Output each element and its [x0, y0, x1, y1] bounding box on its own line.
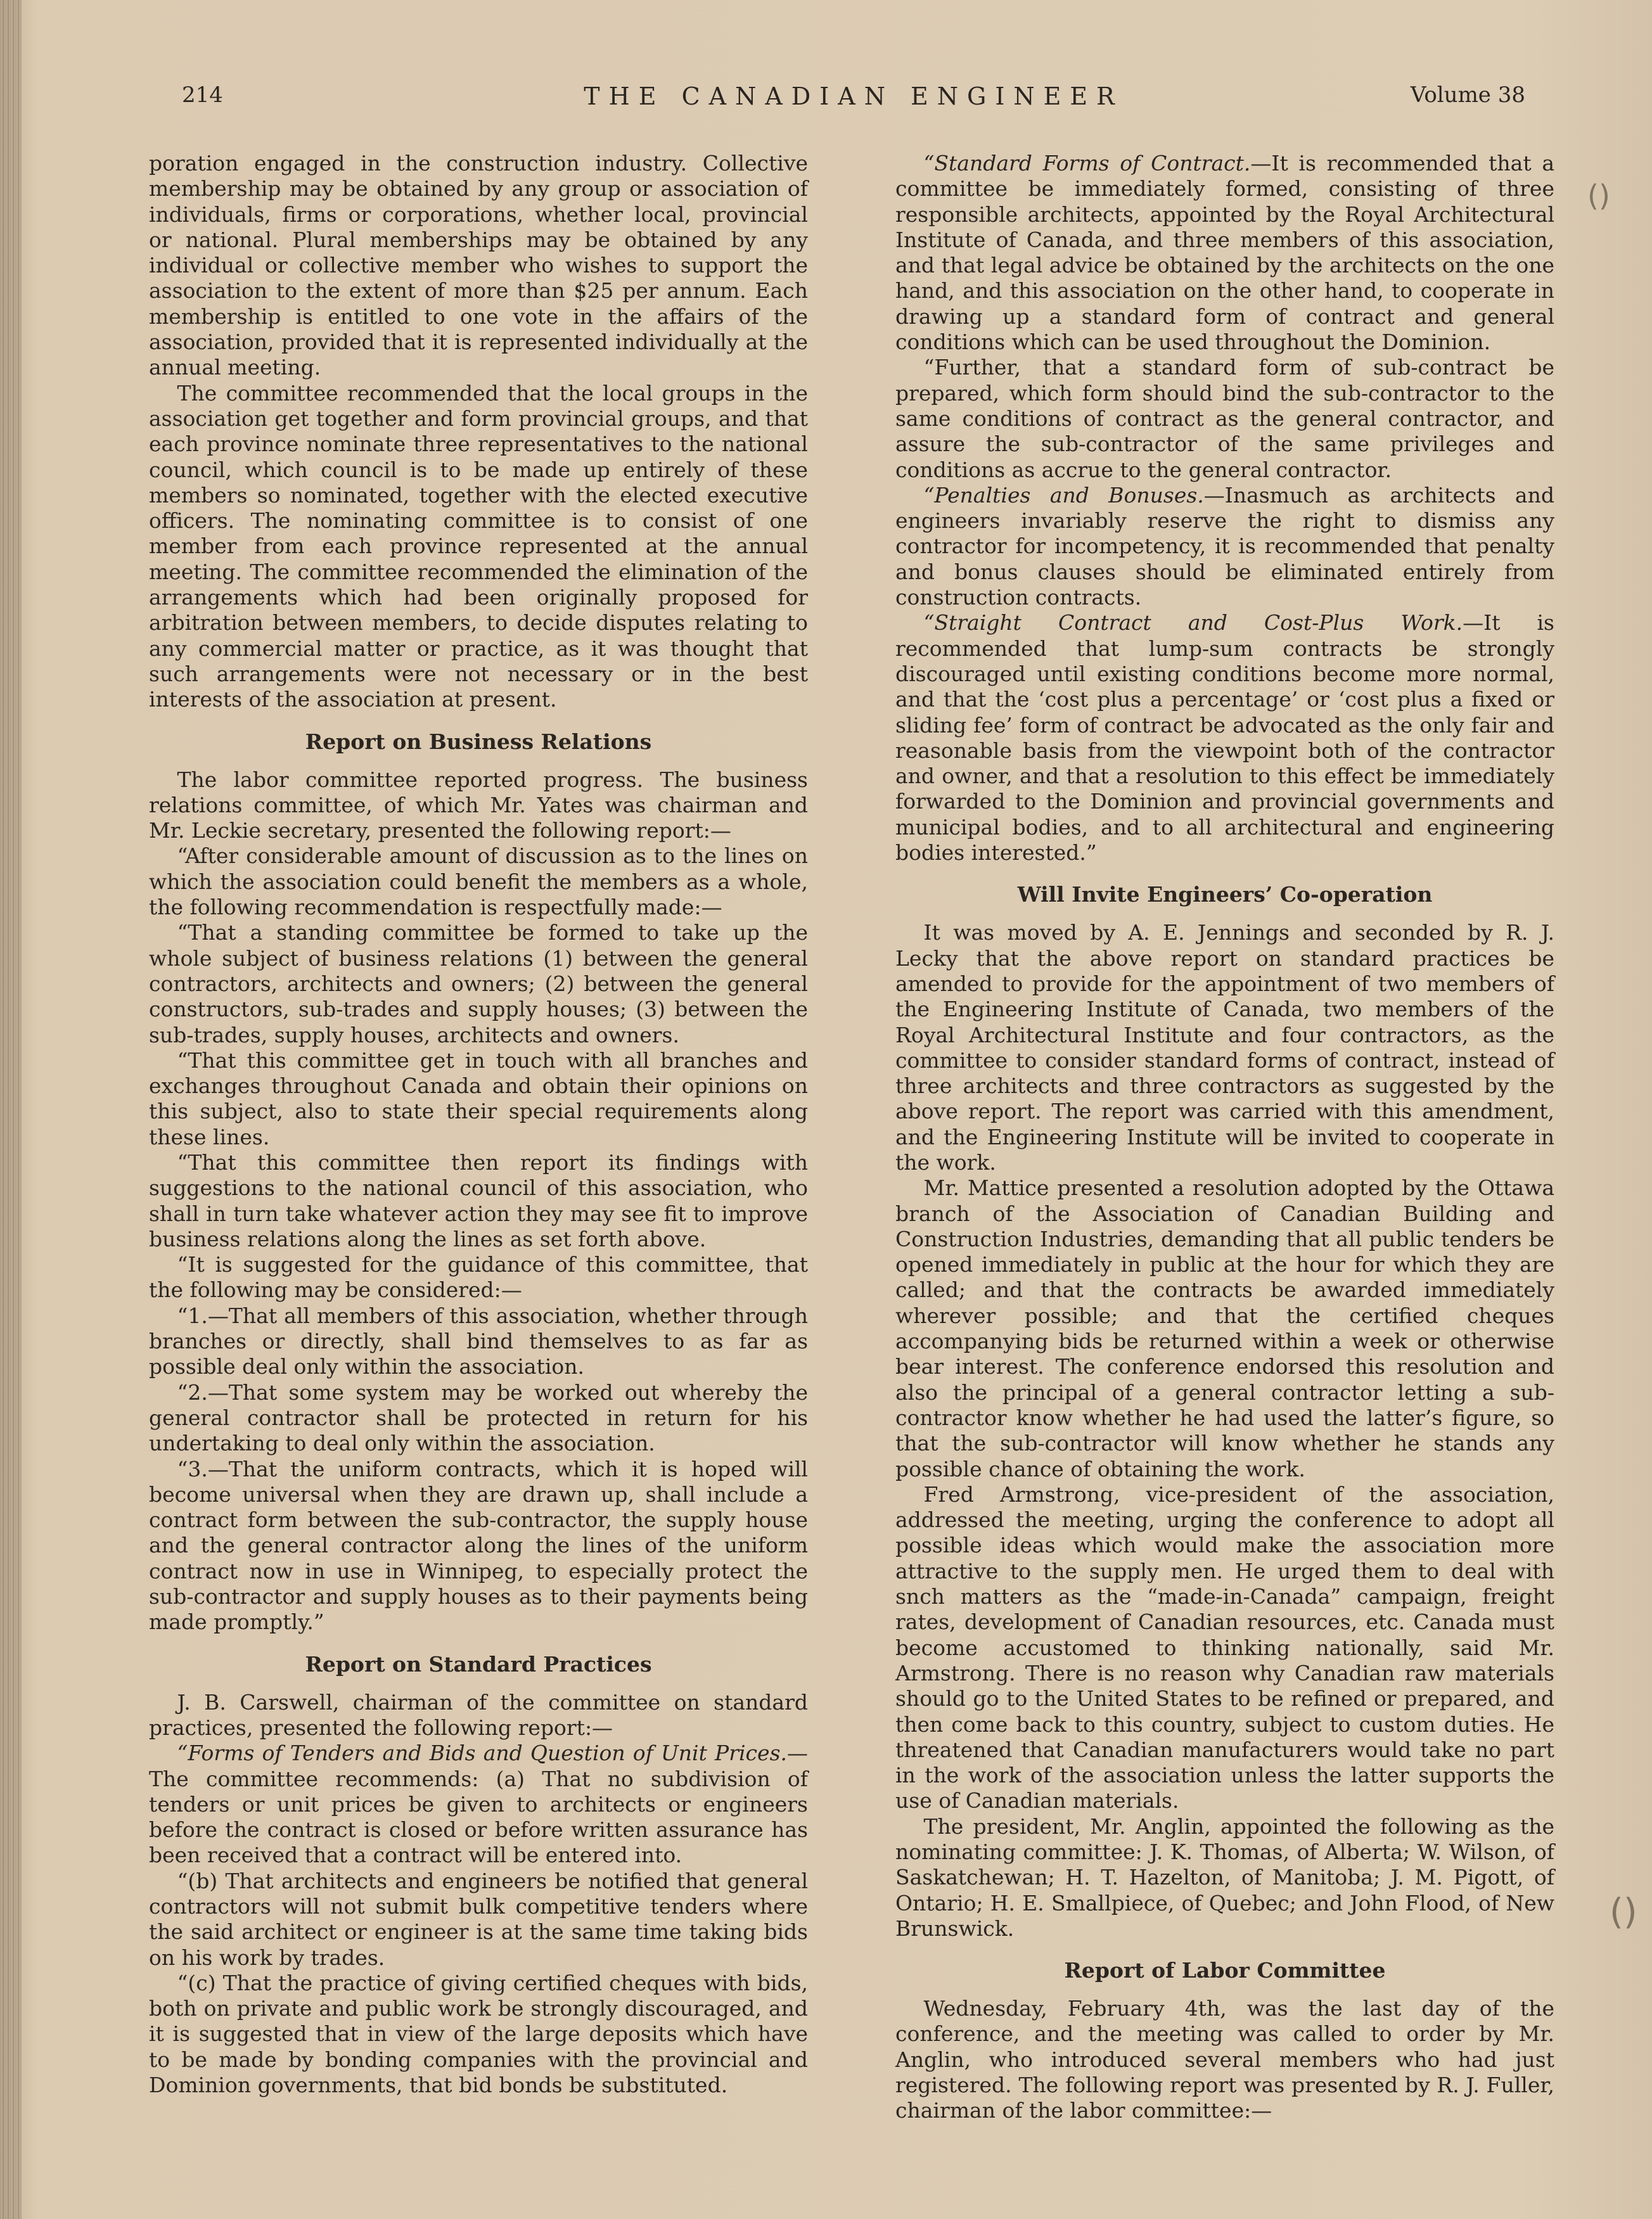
paragraph [895, 151, 1554, 355]
paragraph: J. B. Carswell, chairman of the committee on standard practices, presented the following report:— [149, 1689, 808, 1740]
paragraph: “It is suggested for the guidance of this committee, that the following may be considered:— [149, 1252, 808, 1303]
paragraph: “Further, that a standard form of sub-contract be prepared, which form should bind the sub-contractor to the same conditions of contract as the general contractor, and assure the sub-contractor of the same privileges and conditions as accrue to the general contractor. [895, 355, 1554, 482]
paragraph-text: —It is recommended that a committee be immediately formed, consisting of three responsible architects, appointed by the Royal Architectural Institute of Canada, and three members of this association, and that legal advice be obtained by the architects on the one hand, and this association on the other hand, to cooperate in drawing up a standard form of contract and general conditions which can be used throughout the Dominion. [895, 151, 1554, 355]
punch-hole-mark: () [1587, 179, 1610, 213]
paragraph: “(c) That the practice of giving certified cheques with bids, both on private and public work be strongly discouraged, and it is suggested that in view of the large deposits which have to be made by bonding companies with the provincial and Dominion governments, that bid bonds be substituted. [149, 1970, 808, 2098]
paragraph: The labor committee reported progress. The business relations committee, of which Mr. Yates was chairman and Mr. Leckie secretary, presented the following report:— [149, 767, 808, 843]
paragraph: Mr. Mattice presented a resolution adopted by the Ottawa branch of the Association of Canadian Building and Construction Industries, demanding that all public tenders be opened immediately in public at the hour for which they are called; and that the contracts be awarded immediately wherever possible; and that the certified cheques accompanying bids be returned within a week or otherwise bear interest. The conference endorsed this resolution and also the principal of a general contractor letting a sub-contractor know whether he had used the latter’s figure, so that the sub-contractor will know whether he stands any possible chance of obtaining the work. [895, 1175, 1554, 1481]
paragraph: “After considerable amount of discussion as to the lines on which the association could benefit the members as a whole, the following recommendation is respectfully made:— [149, 843, 808, 920]
paragraph: Fred Armstrong, vice-president of the association, addressed the meeting, urging the conference to adopt all possible ideas which would make the association more attractive to the supply men. He urged them to deal with snch matters as the “made-in-Canada” campaign, freight rates, development of Canadian resources, etc. Canada must become accustomed to thinking nationally, said Mr. Armstrong. There is no reason why Canadian raw materials should go to the United States to be refined or prepared, and then come back to this country, subject to custom duties. He threatened that Canadian manufacturers would take no part in the work of the association unless the latter supports the use of Canadian materials. [895, 1481, 1554, 1813]
page-binding-edge [0, 0, 22, 2219]
italic-run-in-title: “Forms of Tenders and Bids and Question of Unit Prices. [177, 1741, 787, 1766]
paragraph: The committee recommended that the local groups in the association get together and form provincial groups, and that each province nominate three representatives to the national council, which council is to be made up entirely of these members so nominated, together with the elected executive officers. The nominating committee is to consist of one member from each province represented at the annual meeting. The committee recommended the elimination of the arrangements which had been originally proposed for arbitration between members, to decide disputes relating to any commercial matter or practice, as it was thought that such arrangements were not necessary or in the best interests of the association at present. [149, 380, 808, 712]
paragraph: poration engaged in the construction industry. Collective membership may be obtained by any group or association of individuals, firms or corporations, whether local, provincial or national. Plural memberships may be obtained by any individual or collective member who wishes to support the association to the extent of more than $25 per annum. Each membership is entitled to one vote in the affairs of the association, provided that it is represented individually at the annual meeting. [149, 151, 808, 380]
punch-hole-mark: () [1610, 1891, 1637, 1933]
italic-run-in-title: “Penalties and Bonuses. [923, 482, 1204, 508]
section-heading: Will Invite Engineers’ Co-operation [1017, 882, 1433, 907]
paragraph: “(b) That architects and engineers be notified that general contractors will not submit bulk competitive tenders where the said architect or engineer is at the same time taking bids on his work by trades. [149, 1868, 808, 1970]
paragraph: “1.—That all members of this association, whether through branches or directly, shall bind themselves to as far as possible deal only within the association. [149, 1303, 808, 1379]
paragraph: It was moved by A. E. Jennings and seconded by R. J. Lecky that the above report on standard practices be amended to provide for the appointment of two members of the Engineering Institute of Canada, two members of the Royal Architectural Institute and four contractors, as the committee to consider standard forms of contract, instead of three architects and three contractors as suggested by the above report. The report was carried with this amendment, and the Engineering Institute will be invited to cooperate in the work. [895, 920, 1554, 1175]
paragraph [895, 610, 1554, 866]
paragraph-text: —It is recommended that lump-sum contracts be strongly discouraged until existing conditions become more normal, and that the ‘cost plus a percentage’ or ‘cost plus a fixed or sliding fee’ form of contract be advocated as the only fair and reasonable basis from the viewpoint both of the contractor and owner, and that a resolution to this effect be immediately forwarded to the Dominion and provincial governments and municipal bodies, and to all architectural and engineering bodies interested.” [895, 610, 1554, 866]
paragraph-text: —Inasmuch as architects and engineers invariably reserve the right to dismiss any contractor for incompetency, it is recommended that penalty and bonus clauses should be eliminated entirely from construction contracts. [895, 482, 1554, 610]
section-heading: Report of Labor Committee [1064, 1958, 1386, 1983]
section-heading: Report on Business Relations [305, 729, 652, 754]
section-heading: Report on Standard Practices [305, 1651, 652, 1677]
paragraph: “3.—That the uniform contracts, which it is hoped will become universal when they are drawn up, shall include a contract form between the sub-contractor, the supply house and the general contractor along the lines of the uniform contract now in use in Winnipeg, to especially protect the sub-contractor and supply houses as to their payments being made promptly.” [149, 1456, 808, 1635]
paragraph [149, 1741, 808, 1868]
page-header [182, 82, 1525, 120]
journal-title: THE CANADIAN ENGINEER [584, 82, 1124, 110]
left-column [149, 151, 808, 2098]
volume-label: Volume 38 [1410, 82, 1525, 108]
paragraph-text: —The committee recommends: (a) That no subdivision of tenders or unit prices be given to architects or engineers before the contract is closed or before written assurance has been received that a contract will be entered into. [149, 1741, 808, 1868]
paragraph: “2.—That some system may be worked out whereby the general contractor shall be protected in return for his undertaking to deal only within the association. [149, 1379, 808, 1456]
paragraph: The president, Mr. Anglin, appointed the following as the nominating committee: J. K. Thomas, of Alberta; W. Wilson, of Saskatchewan; H. T. Hazelton, of Manitoba; J. M. Pigott, of Ontario; H. E. Smallpiece, of Quebec; and John Flood, of New Brunswick. [895, 1813, 1554, 1941]
paragraph: “That a standing committee be formed to take up the whole subject of business relations (1) between the general contractors, architects and owners; (2) between the general constructors, sub-trades and supply houses; (3) between the sub-trades, supply houses, architects and owners. [149, 920, 808, 1047]
page-number: 214 [182, 82, 223, 108]
paragraph: “That this committee then report its findings with suggestions to the national council of this association, who shall in turn take whatever action they may see fit to improve business relations along the lines as set forth above. [149, 1149, 808, 1251]
paragraph: “That this committee get in touch with all branches and exchanges throughout Canada and obtain their opinions on this subject, also to state their special requirements along these lines. [149, 1047, 808, 1149]
paragraph [895, 483, 1554, 610]
italic-run-in-title: “Standard Forms of Contract. [923, 151, 1251, 176]
right-column [895, 151, 1554, 2124]
italic-run-in-title: “Straight Contract and Cost-Plus Work. [923, 610, 1463, 636]
paragraph: Wednesday, February 4th, was the last day of the conference, and the meeting was called to order by Mr. Anglin, who introduced several members who had just registered. The following report was presented by R. J. Fuller, chairman of the labor committee:— [895, 1996, 1554, 2123]
